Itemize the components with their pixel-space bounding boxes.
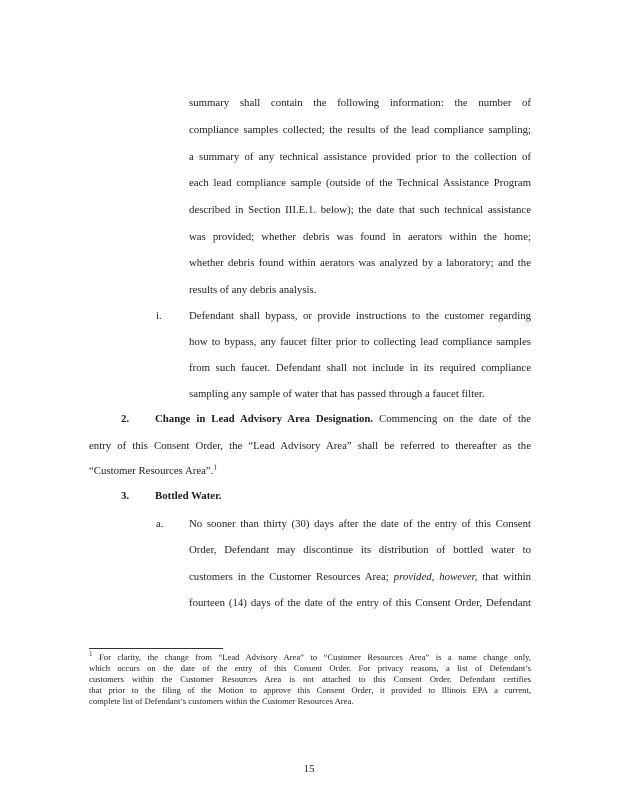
text-line <box>189 570 531 584</box>
text-span: Commencing on the date of the <box>379 413 532 425</box>
section-heading: Change in Lead Advisory Area Designation. <box>155 413 374 425</box>
text-line: how to bypass, any faucet filter prior to collecting lead compliance samples <box>189 336 531 348</box>
text-line: No sooner than thirty (30) days after the date of the entry of this Consent <box>189 518 531 530</box>
text-line: Defendant shall bypass, or provide instructions to the customer regarding <box>189 310 531 322</box>
text-line: from such faucet. Defendant shall not include in its required compliance <box>189 362 531 374</box>
italic-span: provided, however, <box>393 571 478 583</box>
footnote-line: that prior to the filing of the Motion to approve this Consent Order, it provided to Illinois EPA a current, <box>89 685 531 695</box>
text-span: that within <box>482 571 532 583</box>
footnote-line <box>89 652 531 663</box>
text-line: was provided; whether debris was found in aerators within the home; <box>189 231 531 243</box>
footnote-marker: 1 <box>89 650 93 659</box>
section-2-line-1 <box>155 412 531 426</box>
footnote-divider <box>89 648 223 649</box>
text-line <box>89 464 217 478</box>
text-line: summary shall contain the following information: the number of <box>189 97 531 109</box>
text-line: compliance samples collected; the results of the lead compliance sampling; <box>189 124 531 136</box>
text-line: a summary of any technical assistance provided prior to the collection of <box>189 151 531 163</box>
footnote-line: customers within the Customer Resources Area is not attached to this Consent Order. Defendant certifies <box>89 674 531 684</box>
text-line: entry of this Consent Order, the “Lead Advisory Area” shall be referred to thereafter as the <box>89 440 531 452</box>
text-line: described in Section III.E.1. below); the date that such technical assistance <box>189 204 531 216</box>
text-line: each lead compliance sample (outside of the Technical Assistance Program <box>189 177 531 189</box>
text-line: results of any debris analysis. <box>189 284 317 296</box>
text-span: “Customer Resources Area”. <box>89 465 214 477</box>
text-line: sampling any sample of water that has passed through a faucet filter. <box>189 388 485 400</box>
page-number: 15 <box>303 763 315 775</box>
item-label: a. <box>156 518 164 530</box>
text-span: For clarity, the change from “Lead Advisory Area” to “Customer Resources Area” is a name change only, <box>99 652 532 662</box>
footnote-line: complete list of Defendant’s customers within the Customer Resources Area. <box>89 696 354 706</box>
text-line: Order, Defendant may discontinue its distribution of bottled water to <box>189 544 531 556</box>
footnote-reference: 1 <box>213 463 217 472</box>
section-number: 2. <box>121 413 130 425</box>
footnote-line: which occurs on the date of the entry of this Consent Order. For privacy reasons, a list of Defendant’s <box>89 663 531 673</box>
text-line: fourteen (14) days of the date of the entry of this Consent Order, Defendant <box>189 597 531 609</box>
text-span: customers in the Customer Resources Area; <box>189 571 389 583</box>
section-number: 3. <box>121 490 130 502</box>
text-line: whether debris found within aerators was analyzed by a laboratory; and the <box>189 257 531 269</box>
item-label: i. <box>156 310 162 322</box>
section-heading: Bottled Water. <box>155 490 222 502</box>
